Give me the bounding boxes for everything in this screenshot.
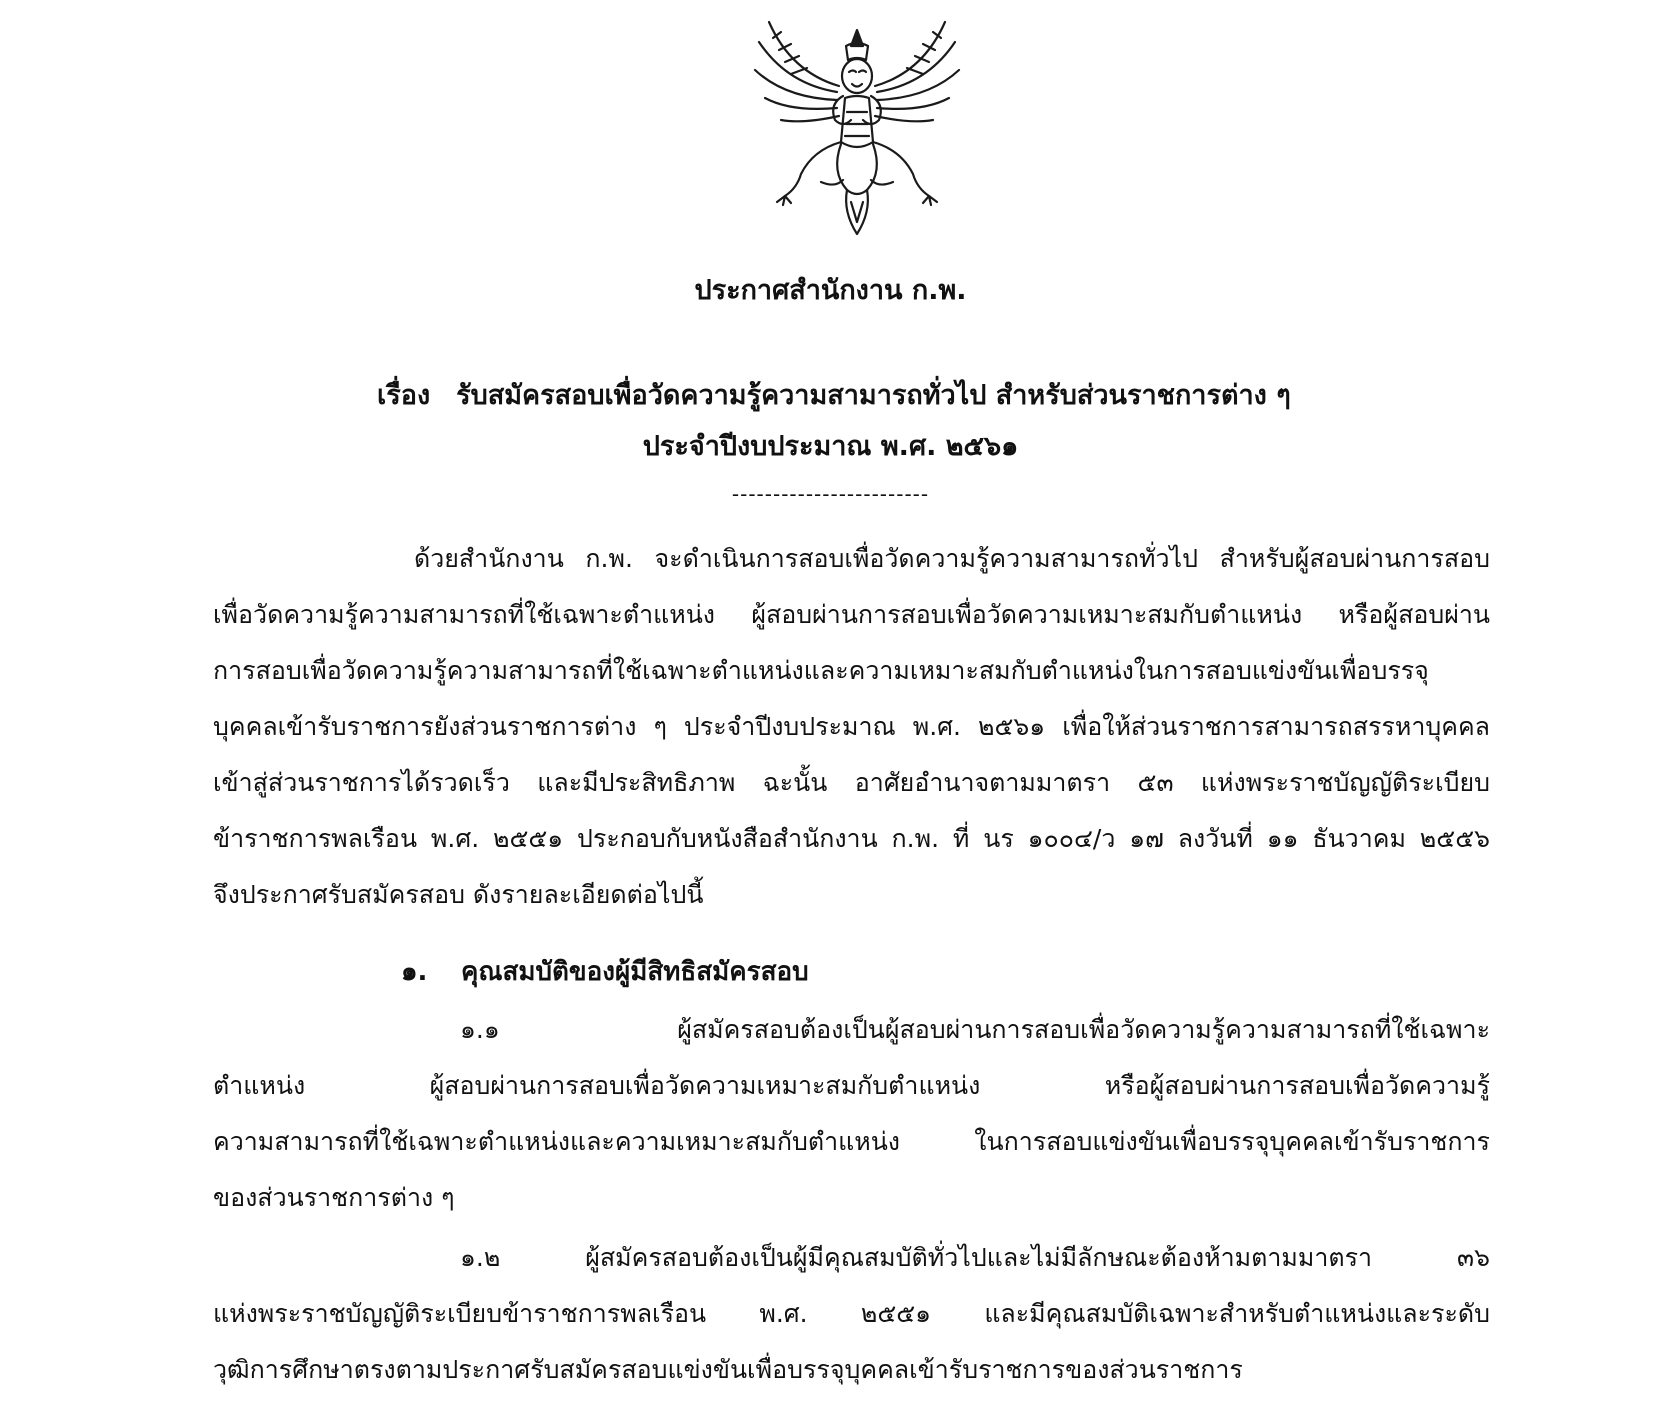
item-line: วุฒิการศึกษาตรงตามประกาศรับสมัครสอบแข่งขันเพื่อบรรจุบุคคลเข้ารับราชการของส่วนราชการ: [213, 1355, 1243, 1384]
subject-label: เรื่อง: [377, 380, 431, 411]
item-line: ความสามารถที่ใช้เฉพาะตำแหน่งและความเหมาะสมกับตำแหน่ง ในการสอบแข่งขันเพื่อบรรจุบุคคลเข้ารับราชการ: [213, 1127, 1490, 1156]
item-line: ของส่วนราชการต่าง ๆ: [213, 1183, 455, 1212]
item-line: ๑.๒ ผู้สมัครสอบต้องเป็นผู้มีคุณสมบัติทั่วไปและไม่มีลักษณะต้องห้ามตามมาตรา ๓๖: [460, 1243, 1490, 1272]
subject-fiscal-year: ประจำปีงบประมาณ พ.ศ. ๒๕๖๑: [642, 431, 1019, 462]
subject-text: รับสมัครสอบเพื่อวัดความรู้ความสามารถทั่วไป สำหรับส่วนราชการต่าง ๆ: [456, 380, 1291, 411]
item-line: ตำแหน่ง ผู้สอบผ่านการสอบเพื่อวัดความเหมาะสมกับตำแหน่ง หรือผู้สอบผ่านการสอบเพื่อวัดความรู้: [213, 1071, 1490, 1100]
item-line: ๑.๑ ผู้สมัครสอบต้องเป็นผู้สอบผ่านการสอบเพื่อวัดความรู้ความสามารถที่ใช้เฉพาะ: [460, 1015, 1490, 1044]
intro-line: ข้าราชการพลเรือน พ.ศ. ๒๕๕๑ ประกอบกับหนังสือสำนักงาน ก.พ. ที่ นร ๑๐๐๔/ว ๑๗ ลงวันที่ ๑๑ ธันวาคม ๒๕๕๖: [213, 824, 1490, 853]
intro-line: จึงประกาศรับสมัครสอบ ดังรายละเอียดต่อไปนี้: [213, 880, 704, 909]
item-line: แห่งพระราชบัญญัติระเบียบข้าราชการพลเรือน พ.ศ. ๒๕๕๑ และมีคุณสมบัติเฉพาะสำหรับตำแหน่งและระดับ: [213, 1299, 1490, 1328]
notice-title: ประกาศสำนักงาน ก.พ.: [694, 275, 967, 306]
intro-line: ด้วยสำนักงาน ก.พ. จะดำเนินการสอบเพื่อวัดความรู้ความสามารถทั่วไป สำหรับผู้สอบผ่านการสอบ: [414, 544, 1490, 573]
garuda-emblem-icon: [751, 12, 963, 252]
intro-line: เพื่อวัดความรู้ความสามารถที่ใช้เฉพาะตำแหน่ง ผู้สอบผ่านการสอบเพื่อวัดความเหมาะสมกับตำแหน่ง หรือผู้สอบผ่าน: [213, 600, 1490, 629]
section-number: ๑.: [401, 957, 428, 987]
intro-line: การสอบเพื่อวัดความรู้ความสามารถที่ใช้เฉพาะตำแหน่งและความเหมาะสมกับตำแหน่งในการสอบแข่งขันเพื่อบรรจุ: [213, 656, 1429, 685]
section-heading: [401, 952, 809, 992]
intro-line: เข้าสู่ส่วนราชการได้รวดเร็ว และมีประสิทธิภาพ ฉะนั้น อาศัยอำนาจตามมาตรา ๕๓ แห่งพระราชบัญญัติระเบียบ: [213, 768, 1490, 797]
intro-line: บุคคลเข้ารับราชการยังส่วนราชการต่าง ๆ ประจำปีงบประมาณ พ.ศ. ๒๕๖๑ เพื่อให้ส่วนราชการสามารถสรรหาบุคคล: [213, 712, 1490, 741]
section-title: คุณสมบัติของผู้มีสิทธิสมัครสอบ: [461, 957, 809, 987]
subject-line: [377, 376, 1291, 416]
separator-line: ------------------------: [731, 482, 930, 506]
